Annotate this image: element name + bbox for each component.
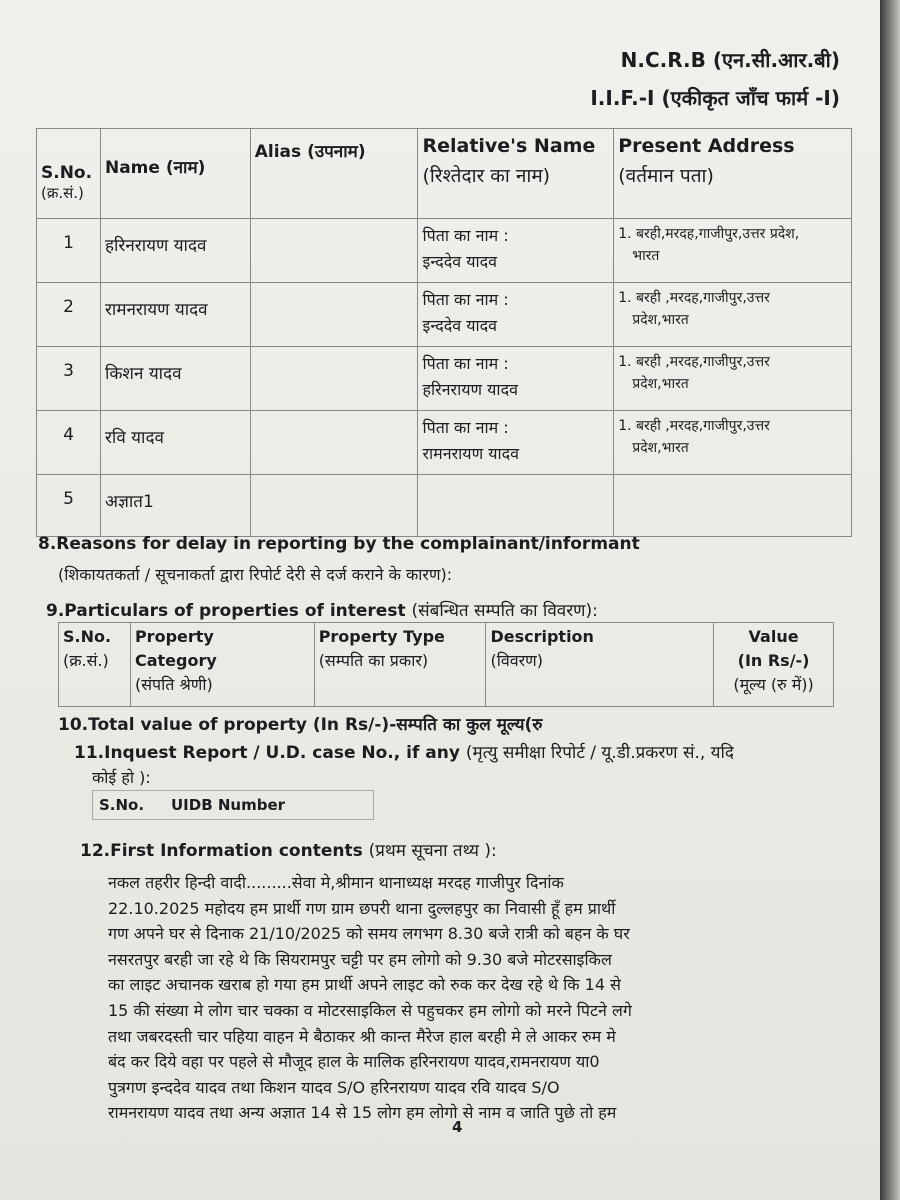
row-address — [614, 219, 852, 283]
address-line-1: 1. बरही ,मरदह,गाजीपुर,उत्तर — [618, 290, 770, 306]
section-12-title — [80, 838, 497, 861]
fir-contents — [108, 870, 768, 1126]
section-12-title-en: 12.First Information contents — [80, 841, 363, 861]
row-relative — [418, 219, 614, 283]
row-relative — [418, 411, 614, 475]
col-name-header — [100, 129, 250, 219]
page-number: 4 — [452, 1118, 463, 1136]
fir-line: का लाइट अचानक खराब हो गया हम प्रार्थी अपने लाइट को रुक कर देख रहे थे कि 14 से — [108, 975, 621, 995]
row-name: रवि यादव — [100, 411, 250, 475]
section-10-title: 10.Total value of property (In Rs/-)-सम्पति का कुल मूल्य(रु — [58, 715, 543, 735]
relative-label: पिता का नाम : — [422, 226, 509, 245]
table-row — [37, 347, 852, 411]
address-line-2: प्रदेश,भारत — [632, 376, 689, 392]
col-name-label: Name (नाम) — [104, 158, 206, 178]
property-col-description-label: Description — [490, 627, 594, 646]
row-address — [614, 475, 852, 537]
col-address-label: Present Address — [618, 135, 795, 157]
property-col-category-label-hi: (संपति श्रेणी) — [134, 675, 213, 694]
property-col-sno — [59, 623, 131, 707]
section-8-title: 8.Reasons for delay in reporting by the complainant/informant — [38, 534, 640, 554]
relative-name: रामनरायण यादव — [422, 444, 520, 463]
row-sno: 1 — [37, 219, 101, 283]
table-row — [37, 475, 852, 537]
accused-table — [36, 128, 852, 537]
fir-line: गण अपने घर से दिनाक 21/10/2025 को समय लगभग 8.30 बजे रात्री को बहन के घर — [108, 924, 630, 944]
row-address — [614, 411, 852, 475]
property-col-category-label-2: Category — [134, 651, 217, 670]
row-relative — [418, 475, 614, 537]
col-relative-label-hi: (रिश्तेदार का नाम) — [422, 165, 551, 187]
relative-label: पिता का नाम : — [422, 290, 509, 309]
table-row — [37, 283, 852, 347]
property-col-value-label-hi: (मूल्य (रु में)) — [733, 675, 814, 694]
relative-label: पिता का नाम : — [422, 354, 509, 373]
property-col-type-label-hi: (सम्पति का प्रकार) — [318, 651, 429, 670]
property-col-type-label: Property Type — [318, 627, 445, 646]
uidb-table-header — [92, 790, 374, 820]
col-relative-header — [418, 129, 614, 219]
row-sno: 4 — [37, 411, 101, 475]
section-11-title — [74, 740, 734, 763]
col-alias-header — [250, 129, 418, 219]
property-col-type — [314, 623, 486, 707]
col-alias-label: Alias (उपनाम) — [254, 142, 366, 162]
col-sno-label: S.No. — [41, 163, 93, 183]
row-relative — [418, 347, 614, 411]
col-sno-header — [37, 129, 101, 219]
form-code-iif: I.I.F.-I (एकीकृत जाँच फार्म -I) — [590, 86, 840, 110]
table-row — [37, 411, 852, 475]
row-alias — [250, 283, 418, 347]
relative-name: इन्ददेव यादव — [422, 252, 498, 271]
row-sno: 5 — [37, 475, 101, 537]
fir-line: नकल तहरीर हिन्दी वादी.........सेवा मे,श्रीमान थानाध्यक्ष मरदह गाजीपुर दिनांक — [108, 873, 564, 892]
col-sno-label-hi: (क्र.सं.) — [41, 184, 84, 202]
row-alias — [250, 475, 418, 537]
property-table — [58, 622, 834, 707]
row-address — [614, 283, 852, 347]
property-col-value-label-2: (In Rs/-) — [737, 651, 810, 670]
row-alias — [250, 411, 418, 475]
col-relative-label: Relative's Name — [422, 135, 596, 157]
property-col-sno-label-hi: (क्र.सं.) — [63, 651, 109, 670]
address-line-1: 1. बरही ,मरदह,गाजीपुर,उत्तर — [618, 418, 770, 434]
form-code-ncrb: N.C.R.B (एन.सी.आर.बी) — [620, 48, 840, 72]
row-sno: 3 — [37, 347, 101, 411]
property-col-value — [714, 623, 834, 707]
property-col-description — [486, 623, 714, 707]
row-alias — [250, 219, 418, 283]
section-11-title-hi: (मृत्यु समीक्षा रिपोर्ट / यू.डी.प्रकरण सं., यदि — [465, 743, 734, 763]
section-11-title-cont: कोई हो ): — [92, 768, 151, 787]
table-row — [37, 219, 852, 283]
uidb-col-sno: S.No. — [99, 796, 145, 814]
address-line-1: 1. बरही,मरदह,गाजीपुर,उत्तर प्रदेश, — [618, 226, 800, 242]
property-col-description-label-hi: (विवरण) — [490, 651, 543, 670]
row-name: किशन यादव — [100, 347, 250, 411]
property-col-sno-label: S.No. — [63, 627, 112, 646]
section-8-subtitle: (शिकायतकर्ता / सूचनाकर्ता द्वारा रिपोर्ट देरी से दर्ज कराने के कारण): — [58, 565, 453, 584]
address-line-1: 1. बरही ,मरदह,गाजीपुर,उत्तर — [618, 354, 770, 370]
fir-line: 22.10.2025 महोदय हम प्रार्थी गण ग्राम छपरी थाना दुल्लहपुर का निवासी हूँ हम प्रार्थी — [108, 898, 616, 918]
relative-name: हरिनरायण यादव — [422, 380, 518, 399]
row-sno: 2 — [37, 283, 101, 347]
address-line-2: भारत — [632, 248, 660, 264]
property-col-value-label: Value — [748, 627, 799, 646]
relative-name: इन्ददेव यादव — [422, 316, 498, 335]
row-address — [614, 347, 852, 411]
fir-line: पुत्रगण इन्ददेव यादव तथा किशन यादव S/O हरिनरायण यादव रवि यादव S/O — [108, 1077, 560, 1097]
section-9-title — [46, 598, 598, 621]
property-col-category — [130, 623, 314, 707]
col-address-header — [614, 129, 852, 219]
fir-line: 15 की संख्या मे लोग चार चक्का व मोटरसाइकिल से पहुचकर हम लोगो को मरने पिटने लगे — [108, 1000, 632, 1020]
property-col-category-label: Property — [134, 627, 214, 646]
section-11-title-en: 11.Inquest Report / U.D. case No., if any — [74, 743, 460, 763]
fir-line: बंद कर दिये वहा पर पहले से मौजूद हाल के मालिक हरिनरायण यादव,रामनरायण या0 — [108, 1052, 600, 1072]
row-name: रामनरायण यादव — [100, 283, 250, 347]
uidb-col-number: UIDB Number — [171, 796, 286, 814]
fir-line: तथा जबरदस्ती चार पहिया वाहन मे बैठाकर श्री कान्त मैरेज हाल बरही मे ले आकर रुम मे — [108, 1026, 616, 1046]
section-9-title-en: 9.Particulars of properties of interest — [46, 601, 406, 621]
document-edge-shadow — [880, 0, 900, 1200]
address-line-2: प्रदेश,भारत — [632, 312, 689, 328]
row-name: अज्ञात1 — [100, 475, 250, 537]
address-line-2: प्रदेश,भारत — [632, 440, 689, 456]
fir-line: रामनरायण यादव तथा अन्य अज्ञात 14 से 15 लोग हम लोगो से नाम व जाति पुछे तो हम — [108, 1103, 617, 1123]
col-address-label-hi: (वर्तमान पता) — [618, 165, 714, 187]
row-alias — [250, 347, 418, 411]
section-9-title-hi: (संबन्धित सम्पति का विवरण): — [411, 601, 598, 621]
relative-label: पिता का नाम : — [422, 418, 509, 437]
row-name: हरिनरायण यादव — [100, 219, 250, 283]
section-12-title-hi: (प्रथम सूचना तथ्य ): — [368, 841, 497, 861]
fir-line: नसरतपुर बरही जा रहे थे कि सियरामपुर चट्टी पर हम लोगो को 9.30 बजे मोटरसाइकिल — [108, 949, 612, 969]
row-relative — [418, 283, 614, 347]
